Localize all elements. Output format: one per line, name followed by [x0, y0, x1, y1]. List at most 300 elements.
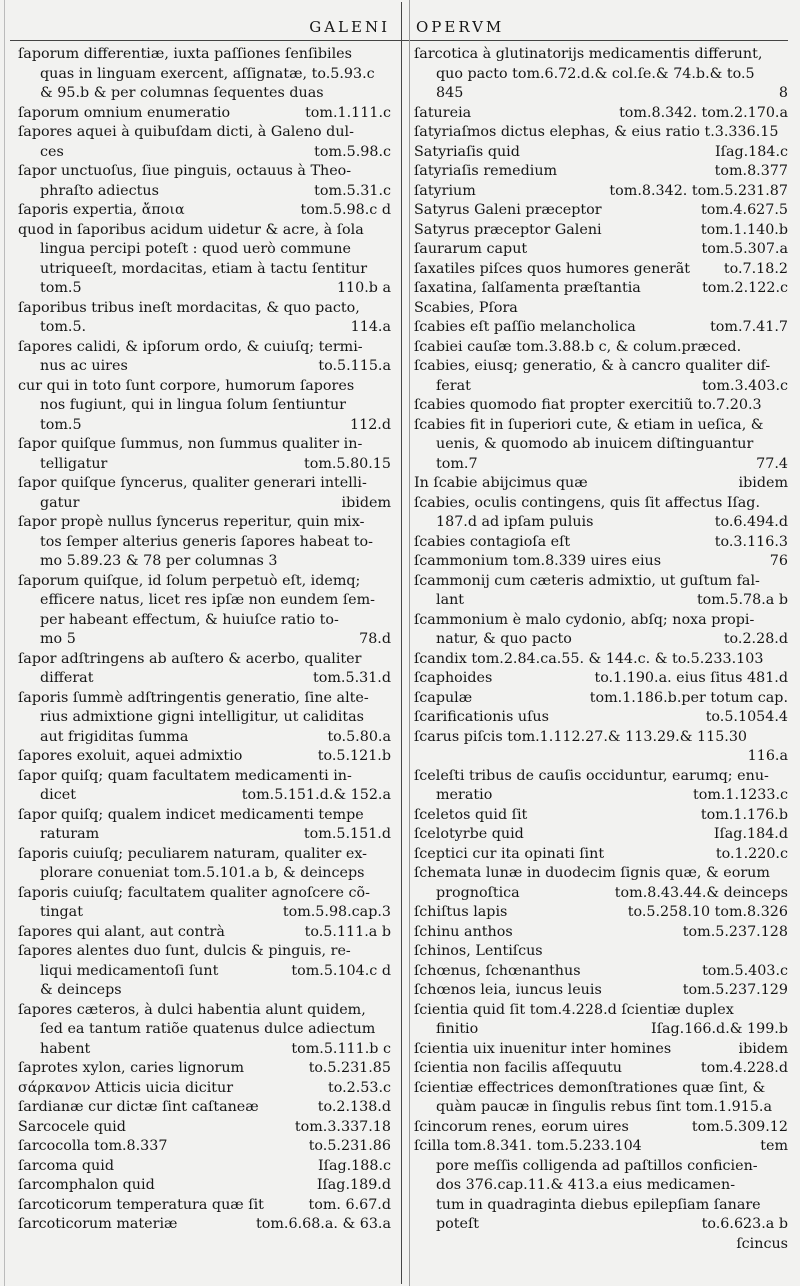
- entry-reference: tom.5.104.c d: [291, 962, 391, 979]
- entry-text: ſarcoticorum materiæ: [18, 1216, 178, 1232]
- index-entry-line: [18, 981, 391, 1001]
- index-entry-line: [18, 338, 391, 358]
- index-entry-line: [18, 884, 391, 904]
- entry-reference: ibidem: [738, 1040, 788, 1057]
- entry-reference: ſcincus: [736, 1235, 788, 1252]
- index-entry-line: [18, 65, 391, 85]
- index-entry-line: [414, 533, 788, 553]
- entry-text: ſapor propè nullus ſyncerus reperitur, quin mix-: [18, 514, 365, 530]
- index-entry-line: [18, 416, 391, 436]
- index-entry-line: [414, 240, 788, 260]
- entry-text: utriqueeſt, mordacitas, etiam à tactu ſentitur: [40, 260, 368, 277]
- entry-text: dicet: [40, 787, 76, 803]
- index-entry-line: [414, 104, 788, 124]
- entry-text: habent: [40, 1040, 91, 1057]
- entry-text: ſcarus piſcis tom.1.112.27.& 113.29.& 115.30: [414, 728, 748, 745]
- entry-reference: to.5.80.a: [327, 728, 391, 745]
- index-entry-line: [18, 1059, 391, 1079]
- entry-text: ces: [40, 143, 64, 160]
- entry-text: plorare conueniat tom.5.101.a b, & deinceps: [40, 865, 365, 881]
- entry-reference: ibidem: [341, 494, 391, 511]
- index-entry-line: [414, 1098, 788, 1118]
- header-left: GALENI: [309, 18, 390, 36]
- entry-text: liqui medicamentoſi ſunt: [40, 962, 219, 979]
- index-entry-line: [414, 611, 788, 631]
- entry-text: ſcabiei cauſæ tom.3.88.b c, & colum.præced.: [414, 338, 742, 355]
- entry-text: & 95.b & per columnas ſequentes duas: [40, 85, 324, 101]
- entry-text: mo 5.89.23 & 78 per columnas 3: [40, 553, 278, 569]
- entry-text: In ſcabie abijcimus quæ: [414, 475, 588, 491]
- entry-reference: to.5.231.86: [308, 1138, 391, 1154]
- entry-text: quo pacto tom.6.72.d.& col.ſe.& 74.b.& to.5: [436, 65, 755, 82]
- index-entry-line: [414, 650, 788, 670]
- entry-text: ſapor unctuoſus, ſiue pinguis, octauus à Theo-: [18, 163, 352, 179]
- index-entry-line: [18, 942, 391, 962]
- entry-text: ſarcoma quid: [18, 1157, 114, 1174]
- entry-text: tom.5: [40, 280, 82, 296]
- entry-text: phraſto adiectus: [40, 182, 159, 199]
- entry-text: tos ſemper alterius generis ſapores habeat to-: [40, 533, 373, 550]
- column-divider-shadow: [409, 0, 410, 1286]
- entry-text: ſaporum omnium enumeratio: [18, 104, 231, 121]
- index-entry-line: [414, 903, 788, 923]
- entry-reference: tom.5.98.c: [314, 143, 391, 160]
- entry-reference: tom.5.151.d: [303, 826, 391, 842]
- entry-text: nos fugiunt, qui in lingua ſolum ſentiuntur: [40, 397, 347, 413]
- index-entry-line: [414, 767, 788, 787]
- entry-reference: tom.5.309.12: [691, 1118, 788, 1135]
- entry-text: lingua percipi poteſt : quod uerò commune: [40, 241, 351, 257]
- entry-text: 187.d ad ipſam puluis: [436, 514, 594, 530]
- entry-reference: 116.a: [747, 748, 788, 764]
- entry-reference: to.5.258.10 tom.8.326: [627, 904, 788, 920]
- index-entry-line: [414, 884, 788, 904]
- index-entry-line: [414, 1196, 788, 1216]
- entry-text: ſaxatina, ſalſamenta præſtantia: [414, 280, 641, 296]
- entry-text: ſarcomphalon quid: [18, 1177, 155, 1193]
- index-entry-line: [414, 845, 788, 865]
- entry-text: ſcincorum renes, eorum uires: [414, 1118, 629, 1135]
- entry-text: poteſt: [436, 1216, 480, 1232]
- entry-text: ſarcoticorum temperatura quæ ſit: [18, 1196, 264, 1213]
- index-entry-line: [414, 1157, 788, 1177]
- index-entry-line: [18, 474, 391, 494]
- entry-text: Scabies, Pſora: [414, 299, 518, 316]
- entry-text: quas in linguam exercent, aſſignatæ, to.5.93.c: [40, 65, 375, 82]
- entry-text: cur qui in toto ſunt corpore, humorum ſapores: [18, 377, 355, 394]
- entry-text: ſaporibus tribus ineſt mordacitas, & quo pacto,: [18, 299, 360, 316]
- entry-reference: to.5.111.a b: [304, 923, 391, 940]
- entry-text: ſaurarum caput: [414, 241, 528, 257]
- entry-text: Satyriaſis quid: [414, 143, 520, 160]
- header-rule: [10, 40, 788, 41]
- index-entry-line: [18, 318, 391, 338]
- index-entry-line: [414, 942, 788, 962]
- entry-text: ſaxatiles piſces quos humores generãt: [414, 260, 690, 277]
- entry-reference: tom.8.377: [714, 163, 788, 179]
- index-entry-line: [414, 1020, 788, 1040]
- entry-reference: tom.8.342. tom.2.170.a: [619, 104, 788, 121]
- index-entry-line: [18, 611, 391, 631]
- index-entry-line: [414, 728, 788, 748]
- entry-reference: tom.8.342. tom.5.231.87: [609, 182, 788, 199]
- index-entry-line: [18, 903, 391, 923]
- index-entry-line: [414, 1001, 788, 1021]
- entry-text: raturam: [40, 826, 100, 842]
- entry-text: ſcabies quomodo fiat propter exercitiũ to.7.20.3: [414, 397, 762, 413]
- index-entry-line: [414, 377, 788, 397]
- column-divider: [401, 2, 402, 1284]
- index-entry-line: [18, 1215, 391, 1235]
- entry-text: ſatyrium: [414, 182, 476, 199]
- entry-text: tom.5.: [40, 319, 87, 335]
- entry-text: ſapores qui alant, aut contrà: [18, 923, 225, 940]
- index-entry-line: [18, 123, 391, 143]
- index-entry-line: [414, 630, 788, 650]
- entry-text: prognoſtica: [436, 884, 520, 901]
- index-entry-line: [414, 416, 788, 436]
- entry-reference: Iſag.166.d.& 199.b: [651, 1021, 788, 1037]
- index-entry-line: [414, 65, 788, 85]
- index-entry-line: [18, 1079, 391, 1099]
- entry-text: ſcilla tom.8.341. tom.5.233.104: [414, 1138, 642, 1154]
- entry-text: telligatur: [40, 455, 108, 472]
- entry-text: ſcabies, oculis contingens, quis ſit affectus Iſag.: [414, 494, 760, 511]
- entry-reference: Iſag.184.c: [715, 143, 788, 160]
- index-entry-line: [18, 591, 391, 611]
- entry-text: ſchiſtus lapis: [414, 904, 508, 920]
- index-entry-line: [18, 279, 391, 299]
- entry-reference: tom.8.43.44.& deinceps: [614, 884, 788, 901]
- index-entry-line: [414, 923, 788, 943]
- index-entry-line: [414, 1137, 788, 1157]
- entry-reference: tom.2.122.c: [702, 280, 788, 296]
- entry-text: gatur: [40, 494, 80, 511]
- index-entry-line: [18, 533, 391, 553]
- index-entry-line: [414, 806, 788, 826]
- entry-text: tom.7: [436, 455, 478, 472]
- entry-text: ſcientiæ effectrices demonſtrationes quæ ſint, &: [414, 1079, 766, 1096]
- entry-text: ſaporis expertia, ἄποια: [18, 202, 185, 218]
- index-entry-line: [414, 591, 788, 611]
- entry-text: ſcammonium tom.8.339 uires eius: [414, 553, 662, 569]
- index-entry-line: [18, 1137, 391, 1157]
- index-entry-line: [18, 162, 391, 182]
- entry-text: ſcammonium è malo cydonio, abſq; noxa propi-: [414, 611, 755, 628]
- entry-reference: 77.4: [756, 455, 788, 472]
- entry-reference: to.2.53.c: [327, 1079, 391, 1096]
- index-entry-line: [414, 572, 788, 592]
- index-entry-line: [18, 45, 391, 65]
- index-entry-line: [414, 494, 788, 514]
- entry-text: ſardianæ cur dictæ ſint caſtaneæ: [18, 1099, 259, 1115]
- index-entry-line: [18, 767, 391, 787]
- index-entry-line: [18, 689, 391, 709]
- index-entry-line: [18, 299, 391, 319]
- entry-text: ſchœnos leia, iuncus leuis: [414, 982, 602, 998]
- entry-reference: tom.5.237.129: [682, 982, 788, 998]
- entry-text: ſapor quiſque ſummus, non ſummus qualiter in-: [18, 436, 363, 452]
- index-entry-line: [18, 1040, 391, 1060]
- entry-reference: tom.4.228.d: [700, 1060, 788, 1076]
- index-entry-line: [414, 279, 788, 299]
- entry-text: ſcabies, eiusq; generatio, & à cancro qualiter dif-: [414, 358, 771, 374]
- entry-text: ſchinu anthos: [414, 923, 513, 940]
- index-entry-line: [18, 864, 391, 884]
- entry-text: ſapor quiſque ſyncerus, qualiter generari intelli-: [18, 475, 367, 491]
- index-entry-line: [414, 1235, 788, 1255]
- index-entry-line: [414, 1079, 788, 1099]
- entry-text: Satyrus præceptor Galeni: [414, 221, 602, 238]
- entry-reference: tom.1.186.b.per totum cap.: [589, 689, 788, 706]
- index-entry-line: [18, 1118, 391, 1138]
- entry-text: ſcabies contagioſa eſt: [414, 533, 571, 550]
- entry-text: ſaporis cuiuſq; peculiarem naturam, qualiter ex-: [18, 845, 367, 862]
- entry-text: differat: [40, 670, 94, 686]
- index-entry-line: [414, 357, 788, 377]
- entry-text: ſchemata lunæ in duodecim ſignis quæ, & eorum: [414, 865, 770, 881]
- index-entry-line: [18, 669, 391, 689]
- entry-text: quod in ſaporibus acidum uidetur & acre, à ſola: [18, 221, 364, 238]
- index-entry-line: [414, 182, 788, 202]
- index-entry-line: [18, 221, 391, 241]
- entry-text: aut frigiditas ſumma: [40, 728, 189, 745]
- entry-text: ſapores exoluit, aquei admixtio: [18, 748, 243, 764]
- index-entry-line: [18, 182, 391, 202]
- entry-text: ſaporis cuiuſq; facultatem qualiter agnoſcere cõ-: [18, 884, 370, 901]
- index-entry-line: [18, 357, 391, 377]
- index-entry-line: [414, 474, 788, 494]
- index-entry-line: [18, 708, 391, 728]
- page-edge: [4, 0, 5, 1286]
- entry-reference: 112.d: [350, 416, 391, 433]
- entry-text: ſceptici cur ita opinati ſint: [414, 845, 605, 862]
- entry-text: finitio: [436, 1021, 479, 1037]
- entry-text: ſcelotyrbe quid: [414, 826, 524, 842]
- entry-text: rius admixtione gigni intelligitur, ut caliditas: [40, 709, 364, 725]
- index-entry-line: [18, 630, 391, 650]
- entry-reference: 78.d: [359, 631, 391, 647]
- entry-text: ſapor adſtringens ab auſtero & acerbo, qualiter: [18, 650, 362, 667]
- index-entry-line: [414, 221, 788, 241]
- index-entry-line: [18, 260, 391, 280]
- entry-text: meratio: [436, 787, 493, 803]
- index-entry-line: [414, 299, 788, 319]
- entry-text: ſapores aquei à quibuſdam dicti, à Galeno dul-: [18, 124, 354, 140]
- entry-reference: tom.6.68.a. & 63.a: [256, 1216, 391, 1232]
- index-entry-line: [414, 45, 788, 65]
- entry-text: ſcientia quid ſit tom.4.228.d ſcientiæ duplex: [414, 1001, 734, 1018]
- index-entry-line: [18, 786, 391, 806]
- index-entry-line: [414, 1040, 788, 1060]
- running-header: [0, 14, 800, 38]
- entry-reference: tom.5.78.a b: [696, 592, 788, 608]
- entry-text: dos 376.cap.11.& 413.a eius medicamen-: [436, 1177, 736, 1193]
- index-entry-line: [18, 1020, 391, 1040]
- entry-text: tingat: [40, 904, 83, 920]
- index-entry-line: [18, 825, 391, 845]
- index-entry-line: [18, 455, 391, 475]
- index-entry-line: [414, 162, 788, 182]
- index-entry-line: [18, 240, 391, 260]
- entry-text: 845: [436, 85, 464, 101]
- entry-text: tom.5: [40, 416, 82, 433]
- entry-reference: tom.1.176.b: [700, 806, 788, 823]
- index-entry-line: [414, 864, 788, 884]
- entry-reference: tom.5.111.b c: [291, 1040, 391, 1057]
- entry-text: ſceletos quid ſit: [414, 806, 528, 823]
- index-entry-line: [18, 1176, 391, 1196]
- index-entry-line: [18, 435, 391, 455]
- entry-text: ferat: [436, 377, 471, 394]
- index-entry-line: [18, 1098, 391, 1118]
- entry-reference: to.5.121.b: [317, 748, 391, 764]
- entry-text: ſcientia non facilis aſſequutu: [414, 1060, 623, 1076]
- entry-text: σάρκανον Atticis uicia dicitur: [18, 1079, 234, 1096]
- entry-text: ſarcocolla tom.8.337: [18, 1138, 168, 1154]
- index-entry-line: [18, 396, 391, 416]
- right-column: [414, 45, 788, 1254]
- index-entry-line: [414, 708, 788, 728]
- entry-reference: to.2.28.d: [723, 631, 788, 647]
- entry-reference: to.6.623.a b: [701, 1216, 788, 1232]
- entry-text: ſapor quiſq; qualem indicet medicamenti tempe: [18, 806, 364, 823]
- entry-reference: to.2.138.d: [317, 1099, 391, 1115]
- index-entry-line: [18, 1001, 391, 1021]
- index-entry-line: [18, 104, 391, 124]
- entry-text: lant: [436, 592, 465, 608]
- entry-text: ſceleſti tribus de cauſis occiduntur, earumq; enu-: [414, 767, 769, 784]
- entry-text: ſapores cæteros, à dulci habentia alunt quidem,: [18, 1001, 366, 1018]
- entry-text: ſcammonij cum cæteris admixtio, ut guſtum fal-: [414, 572, 760, 589]
- index-entry-line: [414, 669, 788, 689]
- entry-reference: tom.5.98.c d: [300, 202, 391, 218]
- entry-reference: ibidem: [738, 475, 788, 491]
- entry-reference: 114.a: [350, 319, 391, 335]
- entry-reference: Iſag.184.d: [713, 826, 788, 842]
- index-entry-line: [414, 84, 788, 104]
- index-entry-line: [18, 552, 391, 572]
- index-entry-line: [18, 1196, 391, 1216]
- entry-text: ſcandix tom.2.84.ca.55. & 144.c. & to.5.233.103: [414, 650, 764, 667]
- left-column: [18, 45, 391, 1235]
- index-entry-line: [414, 1118, 788, 1138]
- index-entry-line: [18, 572, 391, 592]
- entry-text: ſaporum differentiæ, iuxta paſſiones ſenſibiles: [18, 46, 352, 62]
- index-entry-line: [414, 786, 788, 806]
- entry-text: quàm paucæ in ſingulis rebus ſint tom.1.915.a: [436, 1099, 772, 1115]
- entry-reference: 8: [778, 85, 788, 101]
- entry-reference: tom. 6.67.d: [308, 1196, 391, 1213]
- index-entry-line: [414, 825, 788, 845]
- entry-text: ſaprotes xylon, caries lignorum: [18, 1060, 245, 1076]
- index-entry-line: [414, 1059, 788, 1079]
- index-entry-line: [18, 747, 391, 767]
- entry-text: ſaporum quiſque, id ſolum perpetuò eſt, idemq;: [18, 572, 361, 589]
- entry-reference: to.3.116.3: [714, 533, 788, 550]
- index-entry-line: [18, 806, 391, 826]
- entry-text: ſatyriaſmos dictus elephas, & eius ratio t.3.336.15: [414, 124, 779, 140]
- header-right: OPERVM: [416, 18, 505, 36]
- index-entry-line: [414, 981, 788, 1001]
- index-entry-line: [18, 143, 391, 163]
- entry-reference: Iſag.188.c: [318, 1157, 391, 1174]
- entry-text: ſchœnus, ſchœnanthus: [414, 962, 581, 979]
- entry-text: ſatyriaſis remedium: [414, 163, 558, 179]
- entry-reference: tom.7.41.7: [710, 319, 788, 335]
- entry-text: per habeant effectum, & huiuſce ratio to-: [40, 611, 339, 628]
- entry-text: tum in quadraginta diebus epilepſiam ſanare: [436, 1196, 761, 1213]
- entry-text: ſapores alentes duo ſunt, dulcis & pinguis, re-: [18, 943, 351, 959]
- index-entry-line: [18, 650, 391, 670]
- entry-reference: to.7.18.2: [723, 260, 788, 277]
- index-entry-line: [18, 513, 391, 533]
- entry-reference: to.5.231.85: [308, 1060, 391, 1076]
- index-entry-line: [18, 494, 391, 514]
- entry-text: efficere natus, licet res ipſæ non eundem ſem-: [40, 592, 375, 608]
- entry-reference: tem: [760, 1138, 788, 1154]
- entry-reference: to.5.1054.4: [705, 709, 788, 725]
- index-entry-line: [414, 260, 788, 280]
- index-entry-line: [18, 1157, 391, 1177]
- entry-text: ſcabies eſt paſſio melancholica: [414, 319, 636, 335]
- entry-reference: tom.5.98.cap.3: [282, 904, 391, 920]
- entry-reference: 76: [769, 553, 788, 569]
- index-entry-line: [414, 513, 788, 533]
- entry-text: ſatureia: [414, 104, 472, 121]
- entry-reference: to.1.190.a. eius ſitus 481.d: [594, 670, 788, 686]
- entry-text: ſcientia uix inuenitur inter homines: [414, 1040, 672, 1057]
- entry-text: ſed ea tantum ratiõe quatenus dulce adiectum: [40, 1021, 376, 1037]
- entry-text: Sarcocele quid: [18, 1118, 126, 1135]
- entry-reference: tom.5.237.128: [682, 923, 788, 940]
- entry-text: ſcaphoides: [414, 670, 493, 686]
- entry-text: nus ac uires: [40, 358, 128, 374]
- entry-text: pore meſſis colligenda ad paſtillos conficien-: [436, 1157, 758, 1174]
- entry-reference: Iſag.189.d: [316, 1177, 391, 1193]
- entry-reference: tom.3.403.c: [702, 377, 788, 394]
- index-entry-line: [414, 123, 788, 143]
- index-entry-line: [414, 435, 788, 455]
- entry-text: ſapor quiſq; quam facultatem medicamenti in-: [18, 767, 352, 784]
- index-entry-line: [414, 1215, 788, 1235]
- entry-text: natur, & quo pacto: [436, 631, 572, 647]
- entry-text: ſarcotica à glutinatorijs medicamentis differunt,: [414, 46, 763, 62]
- entry-text: ſaporis ſummè adſtringentis generatio, ſine alte-: [18, 689, 369, 706]
- entry-text: & deinceps: [40, 982, 122, 998]
- index-entry-line: [414, 455, 788, 475]
- index-entry-line: [18, 962, 391, 982]
- entry-text: ſcarificationis uſus: [414, 709, 549, 725]
- index-entry-line: [414, 689, 788, 709]
- index-entry-line: [414, 396, 788, 416]
- entry-reference: 110.b a: [336, 280, 391, 296]
- entry-text: ſcabies fit in ſuperiori cute, & etiam in ueſica, &: [414, 416, 764, 433]
- index-entry-line: [414, 962, 788, 982]
- index-entry-line: [18, 201, 391, 221]
- index-entry-line: [18, 845, 391, 865]
- entry-reference: tom.4.627.5: [700, 202, 788, 218]
- index-entry-line: [414, 318, 788, 338]
- index-entry-line: [18, 84, 391, 104]
- entry-text: ſchinos, Lentiſcus: [414, 943, 543, 959]
- entry-text: Satyrus Galeni præceptor: [414, 202, 602, 218]
- entry-reference: tom.5.151.d.& 152.a: [241, 787, 391, 803]
- entry-reference: tom.5.403.c: [702, 962, 788, 979]
- entry-reference: to.1.220.c: [715, 845, 788, 862]
- index-entry-line: [18, 377, 391, 397]
- entry-reference: to.6.494.d: [714, 514, 788, 530]
